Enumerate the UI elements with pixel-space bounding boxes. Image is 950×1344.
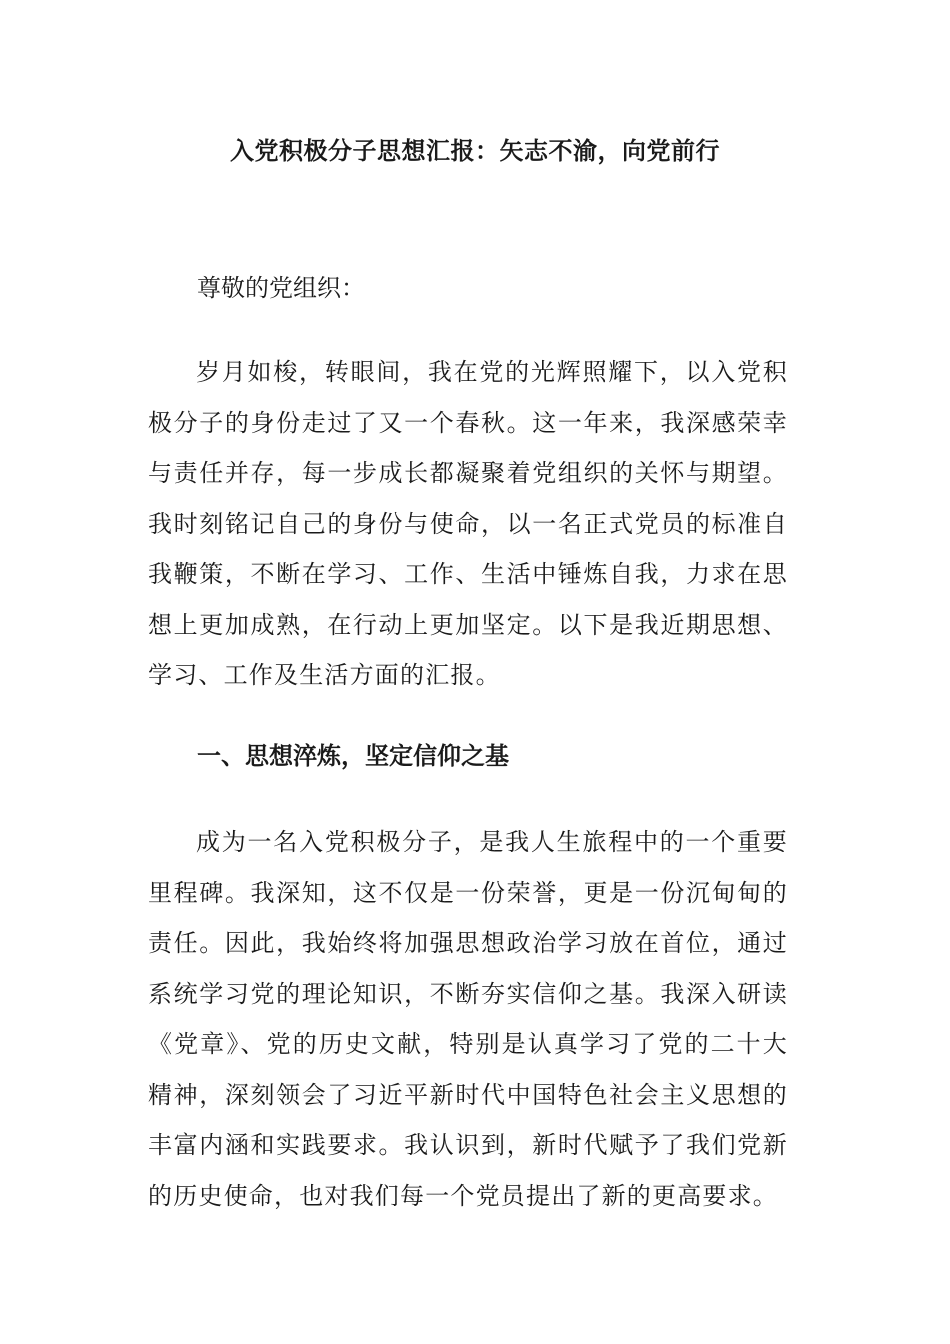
document-title: 入党积极分子思想汇报：矢志不渝，向党前行 — [230, 136, 720, 165]
salutation: 尊敬的党组织： — [197, 274, 365, 302]
intro-paragraph: 岁月如梭，转眼间，我在党的光辉照耀下，以入党积极分子的身份走过了又一个春秋。这一年来，我深感荣幸与责任并存，每一步成长都凝聚着党组织的关怀与期望。我时刻铭记自己的身份与使命，以一名正式党员的标准自我鞭策，不断在学习、工作、生活中锤炼自我，力求在思想上更加成熟，在行动上更加坚定。以下是我近期思想、学习、工作及生活方面的汇报。 — [148, 358, 788, 689]
section-paragraph-1: 成为一名入党积极分子，是我人生旅程中的一个重要里程碑。我深知，这不仅是一份荣誉，更是一份沉甸甸的责任。因此，我始终将加强思想政治学习放在首位，通过系统学习党的理论知识，不断夯实信仰之基。我深入研读《党章》、党的历史文献，特别是认真学习了党的二十大精神，深刻领会了习近平新时代中国特色社会主义思想的丰富内涵和实践要求。我认识到，新时代赋予了我们党新的历史使命，也对我们每一个党员提出了新的更高要求。 — [148, 828, 788, 1210]
section-heading-1: 一、思想淬炼，坚定信仰之基 — [197, 741, 509, 770]
